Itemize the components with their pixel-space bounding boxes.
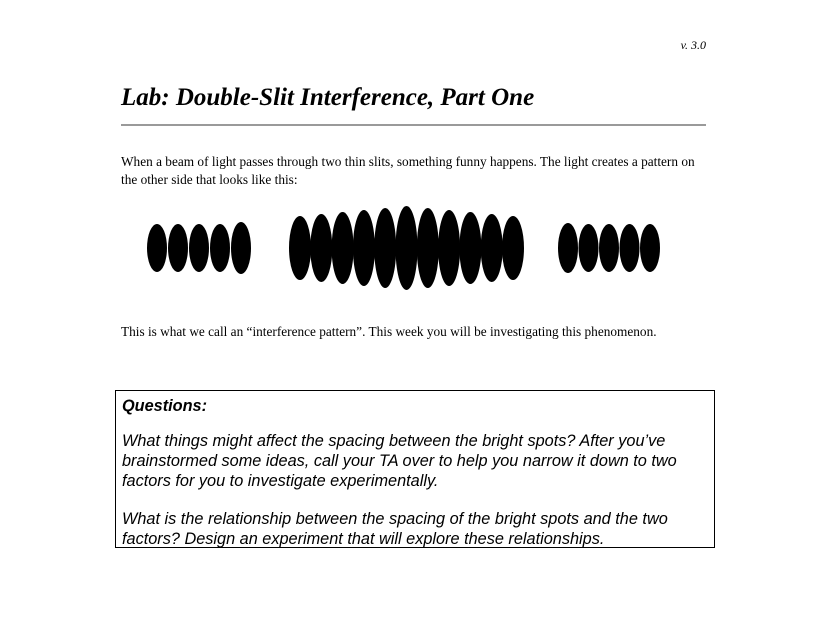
fringe-g3-3 <box>599 224 619 272</box>
fringe-g1-3 <box>189 224 209 272</box>
title-divider <box>121 124 706 126</box>
fringe-g1-5 <box>231 222 251 274</box>
fringe-g2-5 <box>374 208 396 288</box>
fringe-g3-5 <box>640 224 660 272</box>
question-relationship: What is the relationship between the spacing of the bright spots and the two factors? Design an experiment that will explore these relationships. <box>122 510 668 548</box>
version-label: v. 3.0 <box>680 38 706 52</box>
fringe-g2-4 <box>353 210 375 286</box>
fringe-g1-4 <box>210 224 230 272</box>
fringe-g3-2 <box>579 224 599 272</box>
fringe-g2-7 <box>417 208 439 288</box>
fringe-g2-11 <box>502 216 524 280</box>
fringe-g2-3 <box>332 212 354 284</box>
intro-paragraph: When a beam of light passes through two thin slits, something funny happens. The light creates a pattern on the other side that looks like this: <box>121 154 695 187</box>
fringe-g2-1 <box>289 216 311 280</box>
fringe-g2-8 <box>438 210 460 286</box>
fringe-g1-2 <box>168 224 188 272</box>
fringe-g2-9 <box>459 212 481 284</box>
fringe-g3-1 <box>558 223 578 273</box>
fringe-g2-10 <box>481 214 503 282</box>
lab-title: Lab: Double-Slit Interference, Part One <box>121 84 535 111</box>
question-spacing-factors: What things might affect the spacing between the bright spots? After you’ve brainstormed some ideas, call your TA over to help you narrow it down to two factors for you to investigate experimentally. <box>122 432 677 490</box>
fringe-g2-2 <box>310 214 332 282</box>
questions-box <box>115 390 715 548</box>
interference-pattern-figure <box>0 203 828 295</box>
fringe-g3-4 <box>620 224 640 272</box>
questions-heading: Questions: <box>122 397 208 415</box>
fringe-g1-1 <box>147 224 167 272</box>
fringe-g2-6 <box>396 206 418 290</box>
interference-description: This is what we call an “interference pattern”. This week you will be investigating this phenomenon. <box>121 324 657 339</box>
